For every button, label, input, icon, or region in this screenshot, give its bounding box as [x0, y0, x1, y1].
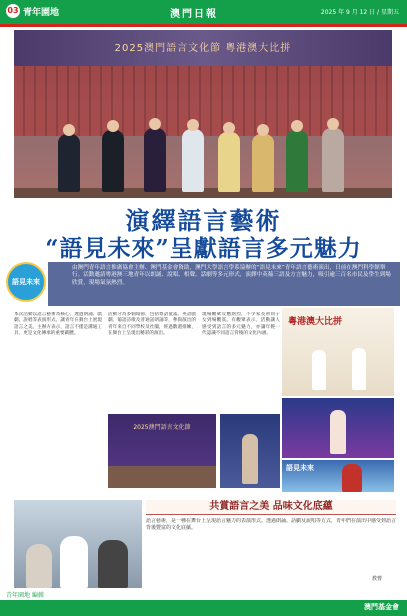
foundation-logo: 澳門基金會 — [364, 603, 399, 611]
hero-photo — [14, 30, 392, 198]
page-footer — [0, 588, 407, 616]
person-figure — [182, 129, 204, 192]
person-figure — [286, 130, 308, 192]
photo-caption-middle-right: 語見未來 — [286, 464, 314, 472]
photo-audience — [14, 500, 142, 588]
section-name: 青年園地 — [23, 7, 60, 18]
footer-label: 青年園地 編輯 — [6, 592, 44, 599]
person-figure — [102, 130, 124, 192]
photo-group-stage — [108, 414, 216, 488]
performer-figure — [342, 464, 362, 492]
lead-paragraph: 由澳門青年語言推廣協會主辦、澳門基金會資助，澳門大學語言學系協辦的“語見未來”青年語言藝術演出，日前在澳門科學館舉行。活動邀請粵港澳三地青年以朗誦、說唱、相聲、話劇等多元形式，演繹中英葡三語及方言魅力，吸引逾三百名市民及學生到場欣賞，現場氣氛熱烈。 — [48, 262, 400, 306]
banner-text: 2025澳門語言文化節 粵港澳大比拼 — [114, 43, 292, 54]
section-label — [6, 4, 59, 18]
article-column-3: 現場觀眾反應熱烈，不少家長帶同子女到場觀賞。有觀眾表示，活動讓人感受到語言的多元魅力，亦讓年輕一代認識不同語言背後的文化內涵。 — [202, 312, 280, 337]
article-column-1: 本次活動以語言藝術為核心，透過朗誦、戲劇、說唱等表演形式，讓青年在舞台上展現語言之美。主辦方表示，語言不僅是溝通工具，更是文化傳承的重要載體。 — [14, 312, 102, 337]
performer-figure — [352, 348, 366, 390]
page-header — [0, 0, 407, 28]
headline-line-1: 演繹語言藝術 — [125, 206, 282, 235]
person-figure — [218, 132, 240, 192]
performer-figure — [242, 434, 258, 484]
section2-body: 語言藝術，是一種在舞台上呈現語言魅力的表演形式。透過朗誦、話劇及說唱等方式，青年們在演出中感受到語言背後豐富的文化底蘊。 — [146, 518, 396, 531]
person-figure — [252, 134, 274, 192]
stage-banner — [14, 30, 392, 66]
performer-figure — [312, 350, 326, 390]
article-column-2: 活動分為多個環節，包括粵語童謠、英語戲劇、葡語詩歌及普通話朗誦等，參與演出的青年來自不同學校及社團，經過數週排練，在舞台上呈現出精彩的演出。 — [108, 312, 196, 337]
event-badge: 語見未來 — [6, 262, 46, 302]
audience-figure — [60, 536, 88, 588]
person-figure — [144, 128, 166, 192]
header-divider — [0, 24, 407, 27]
photo-performer-red — [282, 460, 394, 492]
photo-caption-bottom-center: 2025澳門語言文化節 — [133, 424, 191, 431]
person-figure — [322, 128, 344, 192]
photo-stage-performers — [282, 308, 394, 396]
photo-caption-top-right: 粵港澳大比拼 — [288, 317, 343, 327]
person-figure — [58, 134, 80, 192]
section2-title: 共賞語言之美 品味文化底蘊 — [146, 500, 396, 515]
stage-floor — [108, 466, 216, 488]
page-number: 03 — [6, 4, 20, 18]
photo-performer-stage — [220, 414, 280, 488]
headline-line-2: “語見未來”呈獻語言多元魅力 — [45, 235, 362, 262]
issue-date: 2025 年 9 月 12 日 / 星期五 — [320, 9, 399, 16]
audience-figure — [26, 544, 52, 588]
footer-bar — [0, 600, 407, 616]
author-name: 教曹 — [372, 576, 383, 582]
newspaper-brand: 澳門日報 — [170, 9, 218, 20]
performer-figure — [330, 410, 346, 454]
photo-performer-solo — [282, 398, 394, 458]
audience-figure — [98, 540, 128, 588]
